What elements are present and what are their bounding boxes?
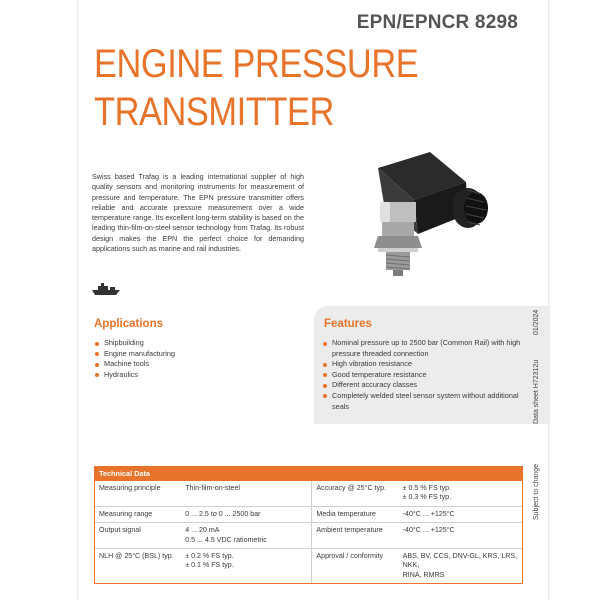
features-list — [322, 338, 522, 412]
list-item: High vibration resistance — [322, 359, 522, 370]
applications-list — [94, 338, 284, 380]
datasheet-id-label: Data sheet H72312u — [533, 359, 540, 424]
table-row — [95, 506, 522, 522]
product-image — [318, 150, 498, 280]
technical-data-body — [95, 481, 522, 583]
technical-data-heading: Technical Data — [95, 466, 522, 481]
table-label: Measuring range — [99, 509, 153, 518]
datasheet-page — [78, 0, 548, 600]
title-line-2: TRANSMITTER — [94, 90, 334, 134]
list-item: Engine manufacturing — [94, 349, 284, 360]
table-row — [95, 522, 522, 548]
list-item: Different accuracy classes — [322, 380, 522, 391]
table-value-line: ± 0.1 % FS typ. — [185, 561, 234, 570]
table-label: NLH @ 25°C (BSL) typ. — [99, 552, 174, 561]
table-value-line: ± 0.5 % FS typ. — [402, 484, 452, 492]
table-value-line: -40°C ... +125°C — [402, 509, 455, 518]
page-title — [94, 40, 418, 136]
table-value-line: ABS, BV, CCS, DNV-GL, KRS, LRS, NKK, — [402, 552, 518, 570]
date-label: 01/2024 — [533, 309, 540, 335]
title-line-1: ENGINE PRESSURE — [94, 42, 419, 86]
table-label: Approval / conformity — [311, 549, 398, 583]
applications-heading: Applications — [94, 318, 164, 330]
features-heading: Features — [324, 318, 372, 330]
list-item: Machine tools — [94, 359, 284, 370]
table-value-line: -40°C ... +125°C — [402, 526, 455, 535]
table-value — [181, 507, 311, 522]
model-number: EPN/EPNCR 8298 — [356, 12, 518, 33]
table-value-line: Thin-film-on-steel — [185, 484, 241, 492]
table-label: Output signal — [99, 526, 141, 535]
table-label: Measuring principle — [99, 484, 161, 492]
ship-icon — [92, 282, 120, 296]
list-item: Nominal pressure up to 2500 bar (Common Rail) with high pressure threaded connection — [322, 338, 522, 359]
table-row — [95, 548, 522, 583]
list-item: Good temperature resistance — [322, 370, 522, 381]
table-value-line: 0 ... 2.5 to 0 ... 2500 bar — [185, 509, 261, 518]
technical-data-table — [94, 466, 523, 584]
list-item: Shipbuilding — [94, 338, 284, 349]
table-value-line: ± 0.3 % FS typ. — [402, 493, 452, 502]
table-row — [95, 481, 522, 506]
table-value — [181, 523, 311, 548]
sensor-body — [374, 202, 422, 276]
list-item: Hydraulics — [94, 370, 284, 381]
table-value — [399, 481, 522, 506]
table-value — [181, 481, 311, 506]
table-value-line: RINA, RMRS — [402, 570, 445, 579]
intro-paragraph: Swiss based Trafag is a leading international supplier of high quality sensors and monitoring instruments for measurement of pressure and temperature. The EPN pressure transmitter offers reliable and accurate pressure measurement over a wide temperature range. Its excellent long-term stability is based on the leading thin-film-on-steel sensor technology from Trafag. Its robust design makes the EPN the perfect choice for demanding applications such as marine and rail industries. — [92, 172, 304, 254]
table-value — [399, 549, 522, 583]
table-value-line: 0.5 ... 4.5 VDC ratiometric — [185, 535, 267, 544]
table-value — [399, 523, 522, 548]
subject-to-change-label: Subject to change — [533, 463, 540, 520]
list-item: Completely welded steel sensor system without additional seals — [322, 391, 522, 412]
table-value — [399, 507, 522, 522]
table-value — [181, 549, 311, 583]
table-label: Accuracy @ 25°C typ. — [311, 481, 398, 506]
table-value-line: ± 0.2 % FS typ. — [185, 552, 234, 561]
table-label: Media temperature — [311, 507, 398, 522]
table-value-line: 4 ... 20 mA — [185, 526, 220, 535]
table-label: Ambient temperature — [311, 523, 398, 548]
